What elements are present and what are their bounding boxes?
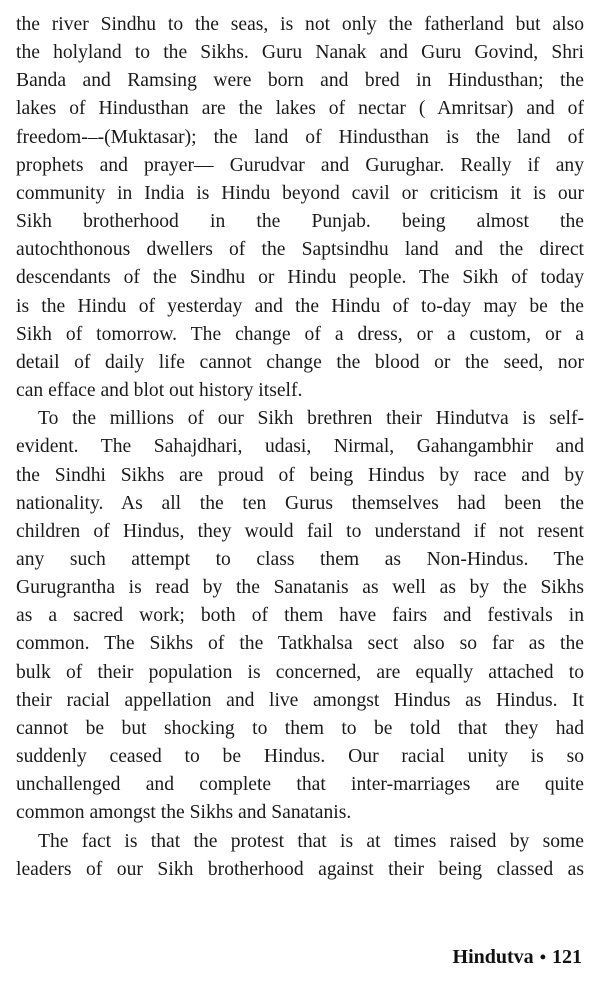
text-line: community in India is Hindu beyond cavil or criticism it is our [16,182,584,204]
text-line: freedom-–-(Muktasar); the land of Hindusthan is the land of [16,126,584,148]
text-line: Sikh of tomorrow. The change of a dress, or a custom, or a [16,323,584,345]
text-line: their racial appellation and live amongst Hindus as Hindus. It [16,689,584,711]
page-footer [453,946,582,969]
text-line: the holyland to the Sikhs. Guru Nanak and Guru Govind, Shri [16,42,584,64]
page-number: 121 [552,946,582,968]
text-line: common. The Sikhs of the Tatkhalsa sect also so far as the [16,633,584,655]
text-line: is the Hindu of yesterday and the Hindu of to-day may be the [16,295,584,317]
text-line: To the millions of our Sikh brethren their Hindutva is self- [38,408,584,430]
text-line: any such attempt to class them as Non-Hindus. The [16,548,584,570]
text-line: descendants of the Sindhu or Hindu people. The Sikh of today [16,267,584,289]
text-line: cannot be but shocking to them to be told that they had [16,717,584,739]
running-title: Hindutva [452,946,534,968]
text-line: nationality. As all the ten Gurus themselves had been the [16,492,584,514]
text-line: common amongst the Sikhs and Sanatanis. [16,802,352,824]
text-line: Banda and Ramsing were born and bred in Hindusthan; the [16,70,584,92]
text-line: the Sindhi Sikhs are proud of being Hindus by race and by [16,464,584,486]
text-line: suddenly ceased to be Hindus. Our racial unity is so [16,746,584,768]
text-line: autochthonous dwellers of the Saptsindhu land and the direct [16,239,584,261]
text-line: lakes of Hindusthan are the lakes of nectar ( Amritsar) and of [16,98,584,120]
text-line: Sikh brotherhood in the Punjab. being almost the [16,211,584,233]
text-line: leaders of our Sikh brotherhood against their being classed as [16,858,584,880]
text-line: children of Hindus, they would fail to understand if not resent [16,520,584,542]
text-line: unchallenged and complete that inter-marriages are quite [16,774,584,796]
paragraph [16,828,584,884]
text-line: bulk of their population is concerned, are equally attached to [16,661,584,683]
text-line: The fact is that the protest that is at times raised by some [38,830,584,852]
text-line: Gurugrantha is read by the Sanatanis as well as by the Sikhs [16,577,584,599]
text-line: can efface and blot out history itself. [16,380,303,402]
text-line: the river Sindhu to the seas, is not only the fatherland but also [16,14,584,35]
text-line: prophets and prayer— Gurudvar and Gurughar. Really if any [16,154,584,176]
text-line: detail of daily life cannot change the blood or the seed, nor [16,351,584,373]
text-column [16,11,584,884]
text-line: evident. The Sahajdhari, udasi, Nirmal, Gahangambhir and [16,436,584,458]
paragraph [16,11,584,405]
bullet-separator: • [539,947,546,967]
paragraph [16,405,584,827]
page-body [16,11,584,884]
text-line: as a sacred work; both of them have fairs and festivals in [16,605,584,627]
